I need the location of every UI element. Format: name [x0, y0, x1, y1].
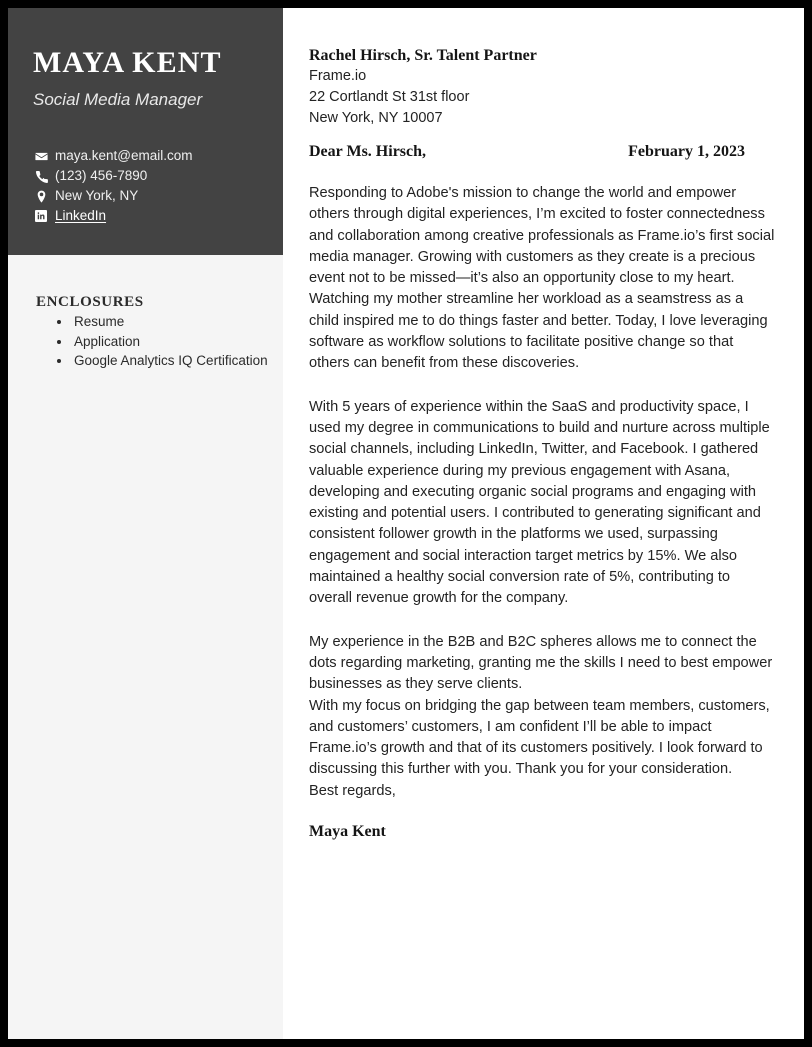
contact-linkedin-text[interactable]: LinkedIn	[55, 208, 107, 223]
applicant-job-title: Social Media Manager	[33, 90, 203, 109]
contact-location-text: New York, NY	[55, 188, 139, 203]
closing-line: Best regards,	[309, 782, 396, 799]
contact-item-phone	[35, 166, 275, 186]
map-pin-icon	[35, 190, 55, 203]
letter-body-column	[283, 8, 804, 1039]
recipient-street: 22 Cortlandt St 31st floor	[309, 89, 470, 105]
list-item: • Google Analytics IQ Certification	[72, 351, 297, 371]
envelope-icon	[35, 150, 55, 163]
contact-list	[35, 146, 275, 226]
letter-paragraph: My experience in the B2B and B2C spheres allows me to connect the dots regarding marketing, granting me the skills I need to best empower businesses as they serve clients. With my focus on bridging the gap between team members, customers, and customers’ customers, I am confident I’ll be able to impact Frame.io’s growth and that of its customers positively. I look forward to discussing this further with you. Thank you for your consideration.	[309, 633, 773, 778]
enclosures-heading: ENCLOSURES	[36, 294, 144, 310]
letter-sheet	[8, 8, 804, 1039]
list-item: • Resume	[72, 312, 297, 332]
salutation-row	[309, 143, 745, 161]
letter-paragraph: Responding to Adobe's mission to change the world and empower others through digital experiences, I’m excited to foster connectedness and collaboration among creative professionals as Frame.io’s first social media manager. Growing with customers as they create is a precious event not to be missed—it’s also an opportunity close to my heart. Watching my mother streamline her workload as a seamstress as a child inspired me to do things faster and better. Today, I love leveraging software as workflow solutions to facilitate positive change so that others can benefit from these discoveries.	[309, 185, 775, 372]
recipient-name-title: Rachel Hirsch, Sr. Talent Partner	[309, 47, 537, 64]
contact-item-location	[35, 186, 275, 206]
signature-name: Maya Kent	[309, 823, 386, 841]
list-item: • Application	[72, 332, 297, 352]
contact-email-text: maya.kent@email.com	[55, 148, 193, 163]
recipient-company: Frame.io	[309, 68, 367, 84]
contact-item-linkedin[interactable]	[35, 206, 275, 226]
contact-item-email	[35, 146, 275, 166]
letter-paragraph: With 5 years of experience within the SaaS and productivity space, I used my degree in communications to build and nurture across multiple social channels, including LinkedIn, Twitter, and Facebook. I gathered valuable experience during my previous engagement with Asana, developing and executing organic social programs and engaging with existing and potential users. I contributed to generating significant and consistent follower growth in the platforms we used, surpassing engagement and social interaction target metrics by 15%. We also maintained a healthy social conversion rate of 5%, contributing to overall revenue growth for the company.	[309, 398, 770, 607]
applicant-name: MAYA KENT	[33, 46, 222, 79]
contact-phone-text: (123) 456-7890	[55, 168, 148, 183]
salutation: Dear Ms. Hirsch,	[309, 143, 427, 160]
enclosures-list	[50, 312, 297, 371]
letter-date: February 1, 2023	[628, 143, 745, 160]
sidebar	[8, 8, 283, 1039]
letter-paragraphs	[309, 183, 776, 781]
linkedin-icon	[35, 210, 55, 222]
letter-content	[309, 45, 776, 841]
phone-icon	[35, 170, 55, 183]
recipient-city-state-zip: New York, NY 10007	[309, 110, 443, 126]
recipient-address-block	[309, 45, 776, 129]
